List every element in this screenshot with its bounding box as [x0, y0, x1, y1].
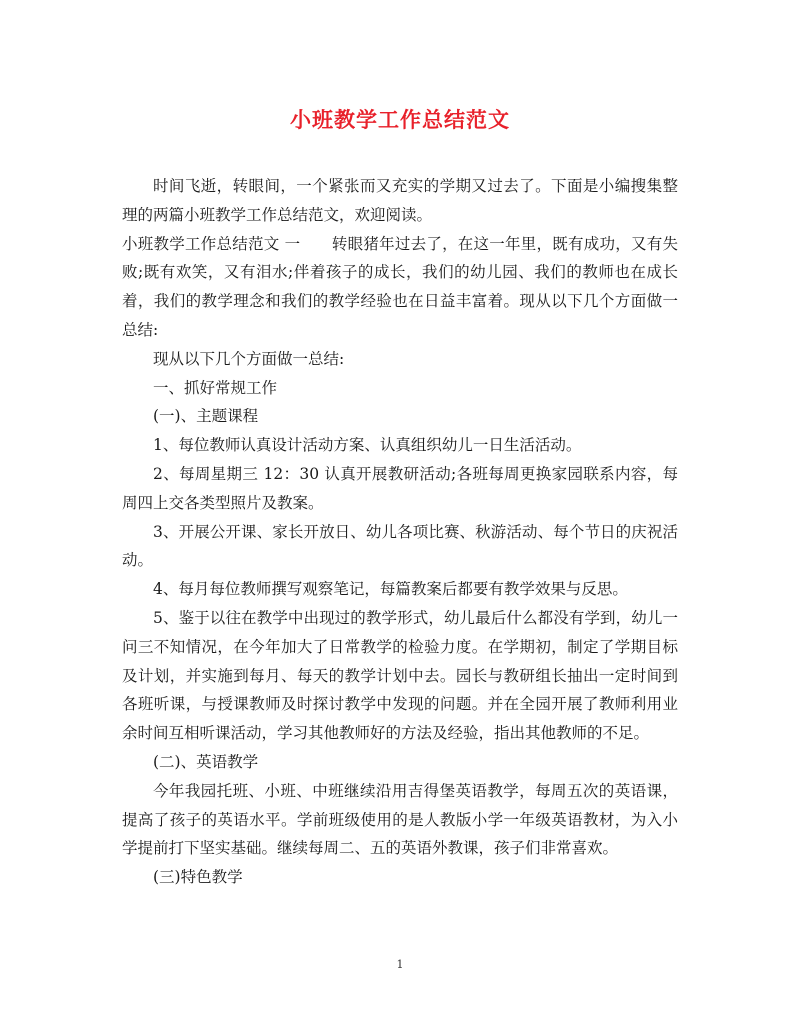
section-heading-routine-work: 一、抓好常规工作: [153, 378, 278, 397]
subsection-heading-theme-course: (一)、主题课程: [153, 407, 259, 426]
list-item-4: 4、每月每位教师撰写观察笔记，每篇教案后都要有教学效果与反思。: [153, 580, 628, 599]
paragraph-english-teaching: 今年我园托班、小班、中班继续沿用吉得堡英语教学，每周五次的英语课，提高了孩子的英语水平。学前班级使用的是人教版小学一年级英语教材，为入小学提前打下坚实基础。继续每周二、五的英语外教课，孩子们非常喜欢。: [122, 781, 678, 858]
list-item-5: 5、鉴于以往在教学中出现过的教学形式，幼儿最后什么都没有学到，幼儿一问三不知情况，在今年加大了日常教学的检验力度。在学期初，制定了学期目标及计划，并实施到每月、每天的教学计划中去。园长与教研组长抽出一定时间到各班听课，与授课教师及时探讨教学中发现的问题。并在全园开展了教师利用业余时间互相听课活动，学习其他教师好的方法及经验，指出其他教师的不足。: [122, 608, 678, 743]
subsection-heading-featured: (三)特色教学: [153, 868, 243, 887]
list-item-3: 3、开展公开课、家长开放日、幼儿各项比赛、秋游活动、每个节日的庆祝活动。: [122, 522, 678, 570]
paragraph-intro: 时间飞逝，转眼间，一个紧张而又充实的学期又过去了。下面是小编搜集整理的两篇小班教学工作总结范文，欢迎阅读。: [122, 177, 678, 224]
list-item-2: 2、每周星期三 12：30 认真开展教研活动;各班每周更换家园联系内容，每周四上交各类型照片及教案。: [122, 464, 678, 512]
paragraph-summary-heading: 小班教学工作总结范文 一 转眼猪年过去了，在这一年里，既有成功，又有失败;既有欢笑，又有泪水;伴着孩子的成长，我们的幼儿园、我们的教师也在成长着，我们的教学理念和我们的教学经验也在日益丰富着。现从以下几个方面做一总结:: [122, 234, 678, 339]
list-item-1: 1、每位教师认真设计活动方案、认真组织幼儿一日生活活动。: [153, 436, 582, 455]
document-title: 小班教学工作总结范文: [290, 107, 510, 132]
subsection-heading-english: (二)、英语教学: [153, 752, 259, 771]
paragraph-summary-lead: 现从以下几个方面做一总结:: [153, 349, 345, 368]
page-number: 1: [396, 958, 404, 971]
document-body: [122, 172, 678, 892]
